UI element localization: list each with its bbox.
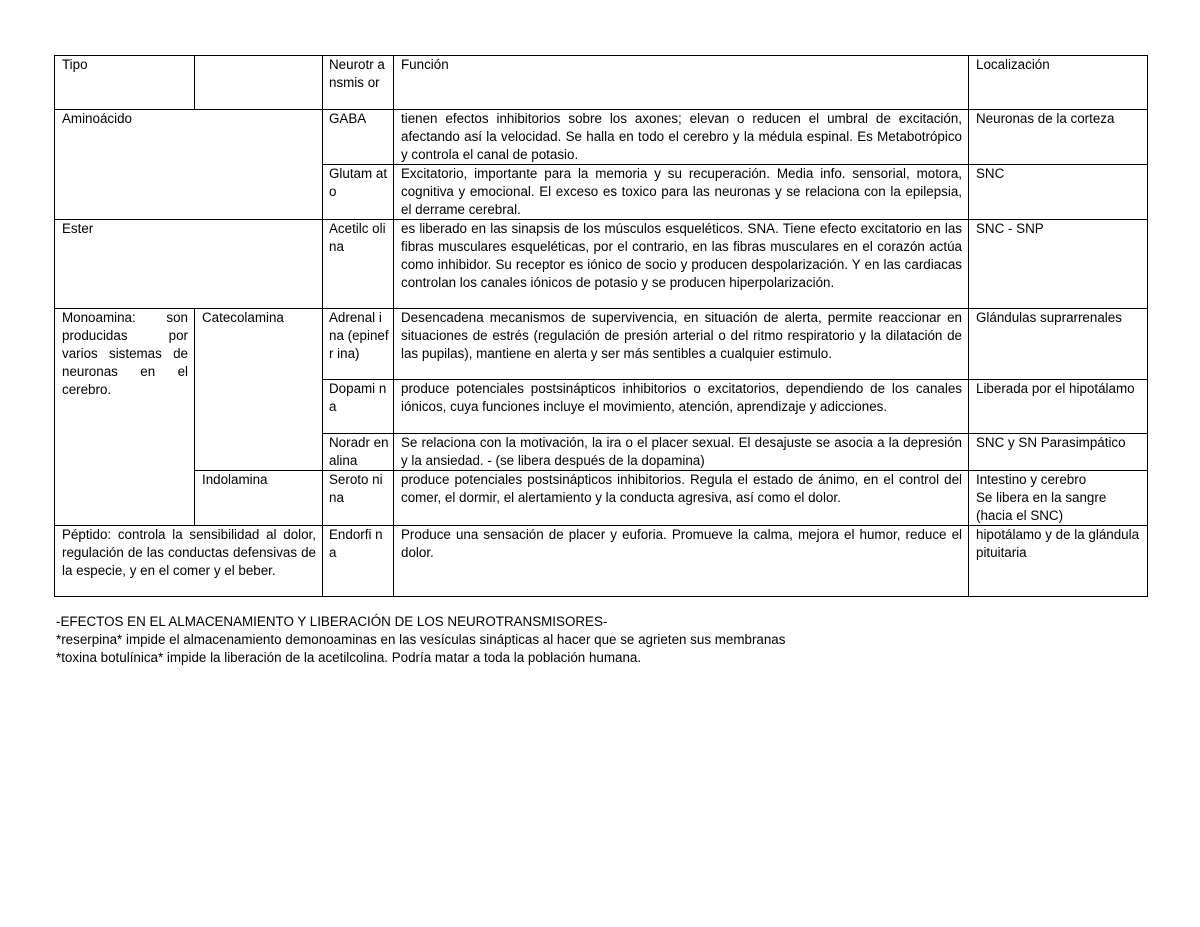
header-neurotransmisor: Neurotr ansmis or [323,56,394,110]
table-row [55,110,1148,165]
localizacion-cell [969,471,1148,526]
funcion-cell: Produce una sensación de placer y euforia. Promueve la calma, mejora el humor, reduce el dolor. [394,526,969,597]
neurotransmitter-table [54,55,1148,597]
header-funcion: Función [394,56,969,110]
table-header-row [55,56,1148,110]
neurotransmisor-cell: GABA [323,110,394,165]
neurotransmisor-cell: Adrenal ina (epinefr ina) [323,309,394,380]
localizacion-line: Intestino y cerebro [976,472,1087,487]
localizacion-cell: SNC - SNP [969,220,1148,309]
localizacion-cell: SNC y SN Parasimpático [969,434,1148,471]
localizacion-cell: SNC [969,165,1148,220]
funcion-cell: produce potenciales postsinápticos inhibitorios. Regula el estado de ánimo, en el control del comer, el dormir, el alertamiento y la conducta agresiva, así como el dolor. [394,471,969,526]
header-tipo: Tipo [55,56,195,110]
notes-section [56,613,1146,667]
neurotransmisor-cell: Acetilc olina [323,220,394,309]
tipo-cell: Ester [55,220,323,309]
table-row [55,309,1148,380]
localizacion-cell: Glándulas suprarrenales [969,309,1148,380]
table-row [55,220,1148,309]
table-row [55,526,1148,597]
notes-heading: -EFECTOS EN EL ALMACENAMIENTO Y LIBERACIÓN DE LOS NEUROTRANSMISORES- [56,614,608,629]
tipo-cell: Aminoácido [55,110,323,220]
tipo-cell: Monoamina: son producidas por varios sistemas de neuronas en el cerebro. [55,309,195,526]
neurotransmisor-cell: Dopami na [323,380,394,434]
funcion-cell: tienen efectos inhibitorios sobre los axones; elevan o reducen el umbral de excitación, afectando así la velocidad. Se halla en todo el cerebro y la médula espinal. Es Metabotrópico y controla el canal de potasio. [394,110,969,165]
notes-line-reserpina: *reserpina* impide el almacenamiento demonoaminas en las vesículas sinápticas al hacer que se agrieten sus membranas [56,632,786,647]
notes-line-toxina: *toxina botulínica* impide la liberación de la acetilcolina. Podría matar a toda la población humana. [56,650,642,665]
header-subtipo [195,56,323,110]
localizacion-line: Se libera en la sangre (hacia el SNC) [976,490,1107,523]
funcion-cell: produce potenciales postsinápticos inhibitorios o excitatorios, dependiendo de los canales iónicos, cuya funciones incluye el movimiento, atención, aprendizaje y adicciones. [394,380,969,434]
funcion-cell: Se relaciona con la motivación, la ira o el placer sexual. El desajuste se asocia a la depresión y la ansiedad. - (se libera después de la dopamina) [394,434,969,471]
localizacion-cell: hipotálamo y de la glándula pituitaria [969,526,1148,597]
neurotransmisor-cell: Noradr enalina [323,434,394,471]
funcion-cell: es liberado en las sinapsis de los músculos esqueléticos. SNA. Tiene efecto excitatorio en las fibras musculares esqueléticas, por el contrario, en las fibras musculares en el corazón actúa como inhibidor. Su receptor es iónico de socio y producen despolarización. Y en las cardiacas controlan los canales iónicos de potasio y se producen hiperpolarización. [394,220,969,309]
header-localizacion: Localización [969,56,1148,110]
localizacion-cell: Neuronas de la corteza [969,110,1148,165]
subtipo-cell: Indolamina [195,471,323,526]
neurotransmisor-cell: Glutam ato [323,165,394,220]
funcion-cell: Desencadena mecanismos de supervivencia, en situación de alerta, permite reaccionar en situaciones de estrés (regulación de presión arterial o del ritmo respiratorio y la dilatación de las pupilas), mantiene en alerta y ser más sentibles a cualquier estimulo. [394,309,969,380]
neurotransmisor-cell: Seroto nina [323,471,394,526]
subtipo-cell: Catecolamina [195,309,323,471]
table-row [55,471,1148,526]
tipo-cell: Péptido: controla la sensibilidad al dolor, regulación de las conductas defensivas de la especie, y en el comer y el beber. [55,526,323,597]
funcion-cell: Excitatorio, importante para la memoria y su recuperación. Media info. sensorial, motora, cognitiva y emocional. El exceso es toxico para las neuronas y se relaciona con la epilepsia, el derrame cerebral. [394,165,969,220]
neurotransmisor-cell: Endorfi na [323,526,394,597]
localizacion-cell: Liberada por el hipotálamo [969,380,1148,434]
